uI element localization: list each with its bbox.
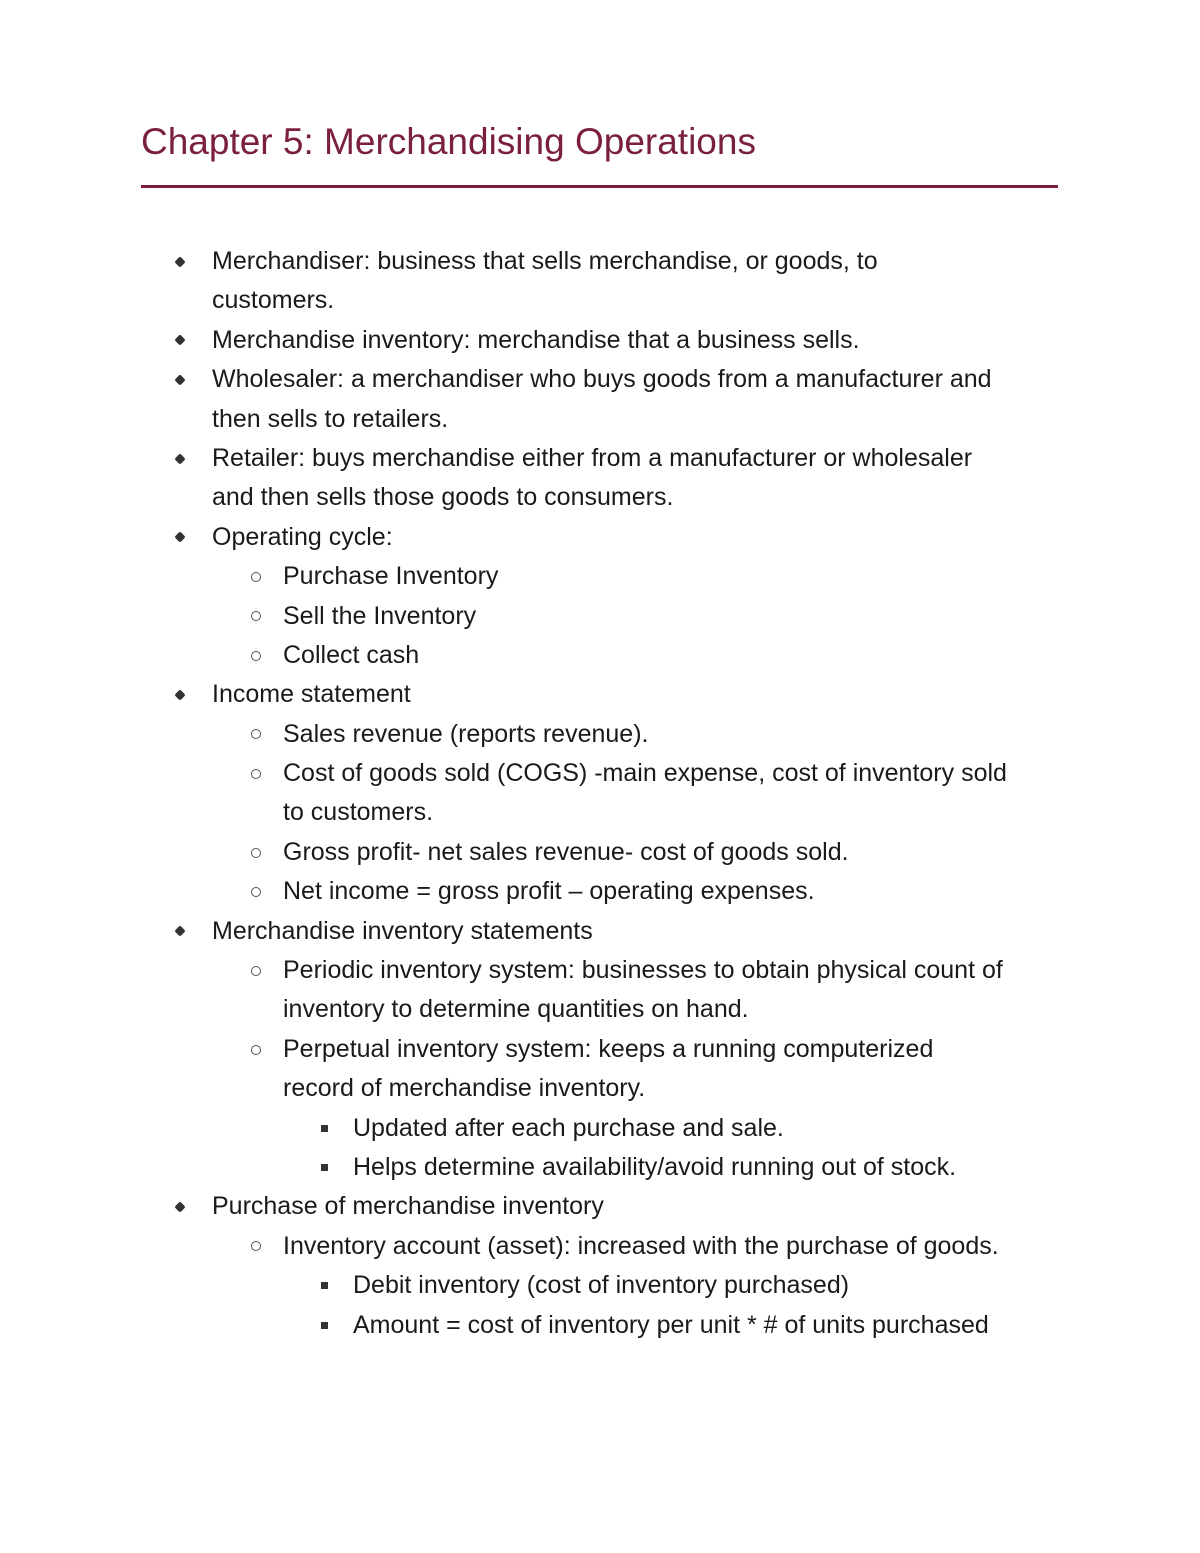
list-item	[0, 321, 1200, 360]
circle-bullet-icon	[248, 754, 264, 793]
list-item	[0, 951, 1200, 990]
list-item-text: Operating cycle:	[212, 522, 393, 551]
list-item	[0, 675, 1200, 714]
list-item	[0, 1030, 1200, 1069]
page-title: Chapter 5: Merchandising Operations	[141, 121, 756, 162]
list-item-text: and then sells those goods to consumers.	[212, 483, 674, 512]
list-item	[0, 1148, 1200, 1187]
list-item-text: Perpetual inventory system: keeps a running computerized	[283, 1034, 934, 1063]
list-item	[0, 793, 1200, 832]
list-item	[0, 281, 1200, 320]
square-bullet-icon	[318, 1148, 330, 1187]
list-item-text: record of merchandise inventory.	[283, 1074, 646, 1103]
square-bullet-icon	[318, 1306, 330, 1345]
bullet-icon	[173, 518, 187, 557]
title-divider	[141, 185, 1058, 188]
list-item-text: Updated after each purchase and sale.	[353, 1113, 784, 1142]
list-item-text: Purchase Inventory	[283, 562, 499, 591]
list-item	[0, 912, 1200, 951]
list-item-text: Gross profit- net sales revenue- cost of goods sold.	[283, 837, 849, 866]
list-item	[0, 990, 1200, 1029]
circle-bullet-icon	[248, 715, 264, 754]
list-item	[0, 754, 1200, 793]
bullet-icon	[173, 439, 187, 478]
list-item-text: Net income = gross profit – operating expenses.	[283, 877, 815, 906]
list-item	[0, 439, 1200, 478]
list-item-text: Merchandise inventory statements	[212, 916, 593, 945]
list-item	[0, 518, 1200, 557]
list-item	[0, 1266, 1200, 1305]
circle-bullet-icon	[248, 1227, 264, 1266]
list-item-text: Collect cash	[283, 640, 420, 669]
list-item-text: Retailer: buys merchandise either from a manufacturer or wholesaler	[212, 443, 973, 472]
list-item	[0, 242, 1200, 281]
circle-bullet-icon	[248, 872, 264, 911]
list-item	[0, 478, 1200, 517]
circle-bullet-icon	[248, 1030, 264, 1069]
list-item	[0, 360, 1200, 399]
list-item-text: Debit inventory (cost of inventory purchased)	[353, 1271, 850, 1300]
circle-bullet-icon	[248, 951, 264, 990]
list-item-text: Cost of goods sold (COGS) -main expense, cost of inventory sold	[283, 759, 1007, 788]
list-item	[0, 1306, 1200, 1345]
bullet-icon	[173, 242, 187, 281]
list-item	[0, 1227, 1200, 1266]
list-item-text: inventory to determine quantities on hand.	[283, 995, 749, 1024]
list-item	[0, 872, 1200, 911]
list-item	[0, 1109, 1200, 1148]
list-item-text: to customers.	[283, 798, 434, 827]
list-item	[0, 833, 1200, 872]
list-item-text: Helps determine availability/avoid running out of stock.	[353, 1152, 957, 1181]
list-item	[0, 557, 1200, 596]
square-bullet-icon	[318, 1266, 330, 1305]
list-item-text: Income statement	[212, 680, 411, 709]
circle-bullet-icon	[248, 833, 264, 872]
bullet-icon	[173, 1187, 187, 1226]
list-item-text: Sell the Inventory	[283, 601, 477, 630]
list-item-text: Wholesaler: a merchandiser who buys goods from a manufacturer and	[212, 365, 992, 394]
list-item	[0, 1187, 1200, 1226]
list-item	[0, 400, 1200, 439]
bullet-icon	[173, 360, 187, 399]
list-item-text: Merchandiser: business that sells merchandise, or goods, to	[212, 247, 878, 275]
list-item-text: customers.	[212, 286, 335, 315]
list-item-text: Amount = cost of inventory per unit * # of units purchased	[353, 1310, 989, 1339]
list-item-text: Merchandise inventory: merchandise that a business sells.	[212, 325, 860, 354]
bullet-icon	[173, 912, 187, 951]
list-item-text: Periodic inventory system: businesses to obtain physical count of	[283, 956, 1003, 985]
list-item	[0, 636, 1200, 675]
list-item-text: Sales revenue (reports revenue).	[283, 719, 649, 748]
circle-bullet-icon	[248, 597, 264, 636]
bullet-icon	[173, 321, 187, 360]
list-item	[0, 597, 1200, 636]
circle-bullet-icon	[248, 636, 264, 675]
list-item-text: Inventory account (asset): increased with the purchase of goods.	[283, 1231, 999, 1260]
list-item-text: Purchase of merchandise inventory	[212, 1192, 604, 1221]
list-item	[0, 715, 1200, 754]
bullet-icon	[173, 675, 187, 714]
list-item-text: then sells to retailers.	[212, 404, 449, 433]
notes-list	[0, 242, 1200, 1345]
list-item	[0, 1069, 1200, 1108]
square-bullet-icon	[318, 1109, 330, 1148]
circle-bullet-icon	[248, 557, 264, 596]
